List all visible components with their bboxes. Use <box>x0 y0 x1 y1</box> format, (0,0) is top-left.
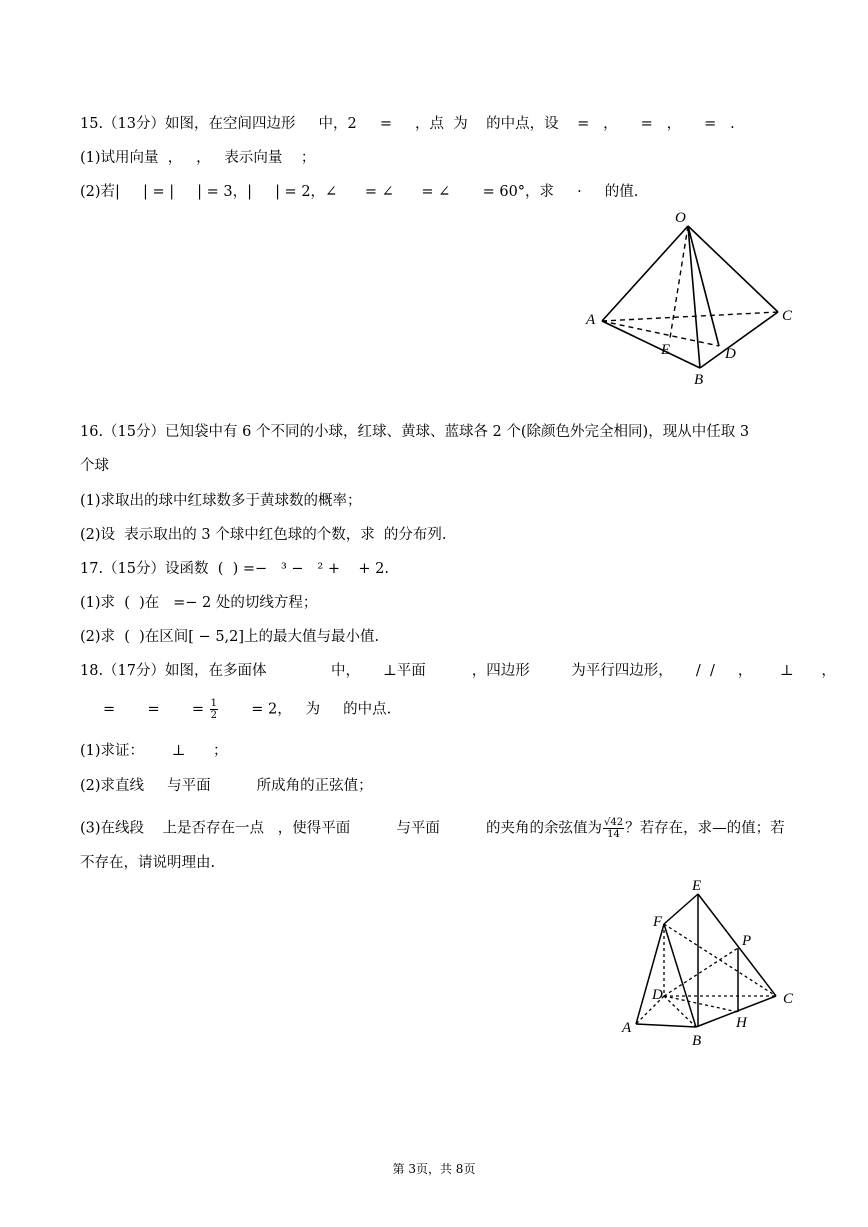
label-B: B <box>692 1033 702 1049</box>
q18-line2-post: = 2， 为 的中点. <box>219 701 392 718</box>
label-D: D <box>725 346 736 362</box>
label-C: C <box>782 308 793 324</box>
q15-part2: (2)若| | = | | = 3，| | = 2，∠ = ∠ = ∠ = 60°，求 · 的值. <box>80 184 639 200</box>
fraction-numerator: √42 <box>603 817 624 828</box>
half-fraction <box>210 698 218 721</box>
label-E: E <box>661 342 671 358</box>
q18-header: 18.（17分）如图，在多面体 中， ⊥平面 ，四边形 为平行四边形， / / ， ⊥ ， <box>80 663 836 679</box>
polyhedron-figure <box>616 872 806 1052</box>
q17-part2: (2)求 ( )在区间[ − 5,2]上的最大值与最小值. <box>80 629 380 645</box>
q18-part3 <box>80 817 785 840</box>
label-H: H <box>736 1015 747 1031</box>
q18-part3-post: ？若存在，求—的值；若 <box>625 820 785 837</box>
q18-line2-pre: = = = <box>80 701 209 718</box>
label-E: E <box>692 878 702 894</box>
label-C: C <box>783 991 794 1007</box>
label-P: P <box>742 933 752 949</box>
q18-part3-line2: 不存在，请说明理由. <box>80 855 216 871</box>
q16-line2: 个球 <box>80 458 109 474</box>
q15-header: 15.（13分）如图，在空间四边形 中，2 = ，点 为 的中点，设 = ， = ， = . <box>80 116 735 132</box>
q18-part1: (1)求证： ⊥ ； <box>80 743 228 759</box>
label-B: B <box>694 372 704 388</box>
q18-line2 <box>80 698 391 721</box>
cosine-fraction <box>603 817 624 840</box>
q17-header: 17.（15分）设函数 ( ) =− ³ − ² + + 2. <box>80 561 389 577</box>
q16-part2: (2)设 表示取出的 3 个球中红色球的个数，求 的分布列. <box>80 527 447 543</box>
label-A: A <box>586 312 596 328</box>
fraction-denominator: 2 <box>210 710 218 721</box>
label-F: F <box>653 914 663 930</box>
q18-part2: (2)求直线 与平面 所成角的正弦值； <box>80 778 373 794</box>
tetrahedron-figure <box>580 206 800 388</box>
page-footer: 第 3页，共 8页 <box>392 1162 476 1176</box>
q16-line1: 16.（15分）已知袋中有 6 个不同的小球，红球、黄球、蓝球各 2 个(除颜色外完全相同)，现从中任取 3 <box>80 424 750 440</box>
q15-part1: (1)试用向量 ， ， 表示向量 ； <box>80 150 316 166</box>
label-O: O <box>675 210 686 226</box>
q18-part3-pre: (3)在线段 上是否存在一点 ，使得平面 与平面 的夹角的余弦值为 <box>80 820 602 837</box>
label-D: D <box>652 987 663 1003</box>
label-A: A <box>622 1020 632 1036</box>
fraction-denominator: 14 <box>607 829 620 840</box>
q16-part1: (1)求取出的球中红球数多于黄球数的概率； <box>80 493 362 509</box>
q17-part1: (1)求 ( )在 =− 2 处的切线方程； <box>80 595 318 611</box>
fraction-numerator: 1 <box>210 698 218 709</box>
